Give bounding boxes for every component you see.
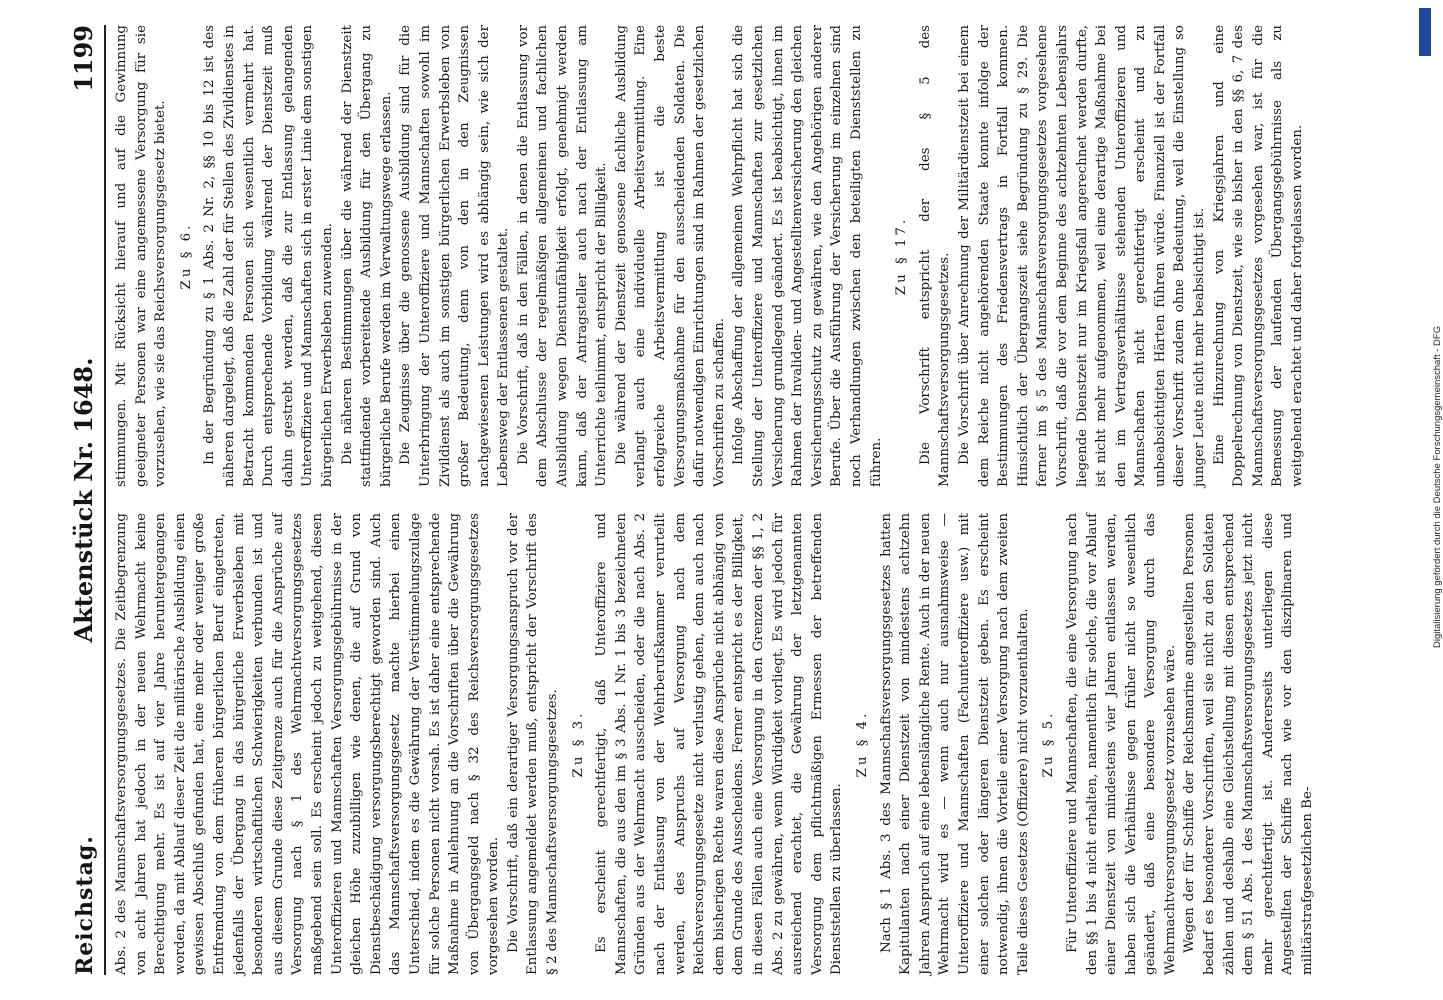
paragraph: Eine Hinzurechnung von Kriegsjahren und eine Doppelrechnung von Dienstzeit, wie sie bisher in den §§ 6, 7 des Mannschaftsversorgungsgesetzes vorgesehen war, ist für die Bemessung der laufenden Übergangsgebührnisse als zu weitgehend erachtet und daher fortgelassen worden. <box>1211 25 1306 487</box>
section-heading: Zu § 3. <box>570 710 586 778</box>
left-column <box>112 513 1365 975</box>
paragraph: Die Vorschrift entspricht der des § 5 des Mannschaftsversorgungsgesetzes. <box>917 25 953 487</box>
paragraph: Die während der Dienstzeit genossene fachliche Ausbildung verlangt auch eine individuelle Arbeitsvermittlung. Eine erfolgreiche Arbeitsvermittlung ist die beste Versorgungsmaßnahme für den ausscheidenden Soldaten. Die dafür notwendigen Einrichtungen sind im Rahmen der gesetzlichen Vorschriften zu schaffen. <box>613 25 727 487</box>
section-heading: Zu § 4. <box>854 710 870 778</box>
page-number: 1199 <box>69 25 98 92</box>
paragraph: Die Vorschrift, daß ein derartiger Versorgungsanspruch vor der Entlassung angemeldet werden muß, entspricht der Vorschrift des § 2 des Mannschaftsversorgungsgesetzes. <box>505 513 561 975</box>
paragraph: Für Unteroffiziere und Mannschaften, die eine Versorgung nach den §§ 1 bis 4 nicht erhalten, namentlich für solche, die vor Ablauf einer Dienstzeit von mindestens vier Jahren entlassen werden, haben sich die Verhältnisse gegen früher nicht so wesentlich geändert, daß eine besondere Versorgung durch das Wehrmachtversorgungsgesetz vorzusehen wäre. <box>1064 513 1178 975</box>
digitization-sidebar <box>1418 8 1443 988</box>
document-page <box>50 5 1395 995</box>
paragraph: Nach § 1 Abs. 3 des Mannschaftsversorgungsgesetzes hatten Kapitulanten nach einer Dienstzeit von mindestens achtzehn Jahren Anspruch auf eine lebenslängliche Rente. Auch in der neuen Wehrmacht wird es — wenn auch nur ausnahmsweise — Unteroffiziere und Mannschaften (Fachunteroffiziere usw.) mit einer solchen oder längeren Dienstzeit geben. Es erscheint notwendig, ihnen die Vorteile einer Versorgung nach dem zweiten Teile dieses Gesetzes (Offiziere) nicht vorzuenthalten. <box>878 513 1031 975</box>
header-title: Aktenstück Nr. 1648. <box>69 357 98 643</box>
paragraph: Es erscheint gerechtfertigt, daß Unteroffiziere und Mannschaften, die aus den im § 3 Abs. 1 Nr. 1 bis 3 bezeichneten Gründen aus der Wehrmacht ausscheiden, oder die nach Abs. 2 nach der Entlassung von der Wehrberufskammer verurteilt werden, des Anspruchs auf Versorgung nach dem Reichsversorgungsgesetze nicht verlustig gehen, denn auch nach dem bisherigen Rechte waren diese Ansprüche nicht abhängig von dem Grunde des Ausscheidens. Ferner entspricht es der Billigkeit, in diesen Fällen auch eine Versorgung in den Grenzen der §§ 1, 2 Abs. 2 zu gewähren, wenn Würdigkeit vorliegt. Es wird jedoch für ausreichend erachtet, die Gewährung der letztgenannten Versorgung dem pflichtmäßigen Ermessen der betreffenden Dienststellen zu überlassen. <box>594 513 845 975</box>
right-column <box>112 25 1365 487</box>
paragraph: Die näheren Bestimmungen über die während der Dienstzeit stattfindende vorbereitende Ausbildung für den Übergang zu bürgerliche Berufe werden im Verwaltungswege erlassen. <box>339 25 394 487</box>
paragraph: In der Begründung zu § 1 Abs. 2 Nr. 2, §§ 10 bis 12 ist des näheren dargelegt, daß die Zahl der für Stellen des Zivildienstes in Betracht kommenden Personen sich wesentlich vermehrt hat. Durch entsprechende Vorbildung während der Dienstzeit muß dahin gestrebt werden, daß die zur Entlassung gelangenden Unteroffiziere und Mannschaften sich in erster Linie dem sonstigen bürgerlichen Erwerbsleben zuwenden. <box>202 25 335 487</box>
dfg-logo: DFG <box>1419 8 1431 56</box>
paragraph: stimmungen. Mit Rücksicht hierauf und auf die Gewinnung geeigneter Personen war eine angemessene Versorgung für sie vorzusehen, wie sie das Reichsversorgungsgesetz bietet. <box>114 25 169 487</box>
paragraph: Die Zeugnisse über die genossene Ausbildung sind für die Unterbringung der Unteroffiziere und Mannschaften sowohl im Zivildienst als auch im sonstigen bürgerlichen Erwerbsleben von großer Bedeutung, denn von den in den Zeugnissen nachgewiesenen Leistungen wird es abhängig sein, wie sich der Lebensweg der Entlassenen gestaltet. <box>398 25 512 487</box>
paragraph: Wegen der für Schiffe der Reichsmarine angestellten Personen bedarf es besonderer Vorschriften, weil sie nicht zu den Soldaten zählen und deshalb eine Gleichstellung mit diesen entsprechend dem § 51 Abs. 1 des Mannschaftsversorgungsgesetzes jetzt nicht mehr gerechtfertigt ist. Andererseits unterliegen diese Angestellten der Schiffe nach wie vor den disziplinaren und militärstrafgesetzlichen Be- <box>1182 513 1316 975</box>
digitization-credit: Digitalisierung gefördert durch die Deutsche Forschungsgemeinschaft - DFG <box>1432 325 1443 648</box>
section-heading: Zu § 6. <box>178 222 194 290</box>
paragraph: Die Vorschrift, daß in den Fällen, in denen die Entlassung vor dem Abschlusse der regelmäßigen allgemeinen und fachlichen Ausbildung wegen Dienstunfähigkeit erfolgt, genehmigt werden kann, daß der Antragsteller auch nach der Entlassung am Unterrichte teilnimmt, entspricht der Billigkeit. <box>515 25 610 487</box>
paragraph: Die Vorschrift über Anrechnung der Militärdienstzeit bei einem dem Reiche nicht angehörenden Staate konnte infolge der Bestimmungen des Friedensvertrags in Fortfall kommen. Hinsichtlich der Übergangszeit siehe Begründung zu § 29. Die ferner im § 5 des Mannschaftsversorgungsgesetzes vorgesehene Vorschrift, daß die vor dem Beginne des achtzehnten Lebensjahrs liegende Dienstzeit nur im Kriegsfall angerechnet werden durfte, ist nicht mehr aufgenommen, weil eine derartige Maßnahme bei den im Vertragsverhältnisse stehenden Unteroffizieren und Mannschaften nicht gerechtfertigt erscheint und zu unbeabsichtigten Härten führen würde. Finanziell ist der Fortfall dieser Vorschrift zudem ohne Bedeutung, weil die Einstellung so junger Leute nicht mehr beabsichtigt ist. <box>956 25 1208 487</box>
header-left: Reichstag. <box>72 835 98 975</box>
section-heading: Zu § 5. <box>1041 710 1057 778</box>
page-header <box>62 25 106 975</box>
paragraph: Abs. 2 des Mannschaftsversorgungsgesetzes. Die Zeitbegrenzung von acht Jahren hat jedoch in der neuen Wehrmacht keine Berechtigung mehr. Es ist auf vier Jahre heruntergegangen worden, da mit Ablauf dieser Zeit die militärische Ausbildung einen gewissen Abschluß gefunden hat, eine mehr oder weniger große Entfremdung von dem früheren bürgerlichen Beruf eingetreten, jedenfalls der Übergang in das bürgerliche Erwerbsleben mit besonderen wirtschaftlichen Schwierigkeiten verbunden ist und aus diesem Grunde diese Zeitgrenze auch für die Ansprüche auf Versorgung nach § 1 des Wehrmachtversorgungsgesetzes maßgebend sein soll. Es erscheint jedoch zu weitgehend, diesen Unteroffizieren und Mannschaften Versorgungsgebührnisse in der gleichen Höhe zuzubilligen wie denen, die auf Grund von Dienstbeschädigung versorgungsberechtigt geworden sind. Auch das Mannschaftsversorgungsgesetz machte hierbei einen Unterschied, indem es die Gewährung der Verstümmelungszulage für solche Personen nicht vorsah. Es ist daher eine entsprechende Maßnahme in Anlehnung an die Vorschriften über die Gewährung von Übergangsgeld nach § 32 des Reichsversorgungsgesetzes vorgesehen worden. <box>114 513 502 975</box>
section-heading: Zu § 17. <box>894 216 910 296</box>
paragraph: Infolge Abschaffung der allgemeinen Wehrpflicht hat sich die Stellung der Unteroffiziere und Mannschaften zur gesetzlichen Versicherung grundlegend geändert. Es ist beabsichtigt, ihnen im Rahmen der Invaliden- und Angestelltenversicherung den gleichen Versicherungsschutz zu gewähren, wie den Angehörigen anderer Berufe. Über die Ausführung der Versicherung im einzelnen sind noch Verhandlungen zwischen den beteiligten Dienststellen zu führen. <box>731 25 884 487</box>
